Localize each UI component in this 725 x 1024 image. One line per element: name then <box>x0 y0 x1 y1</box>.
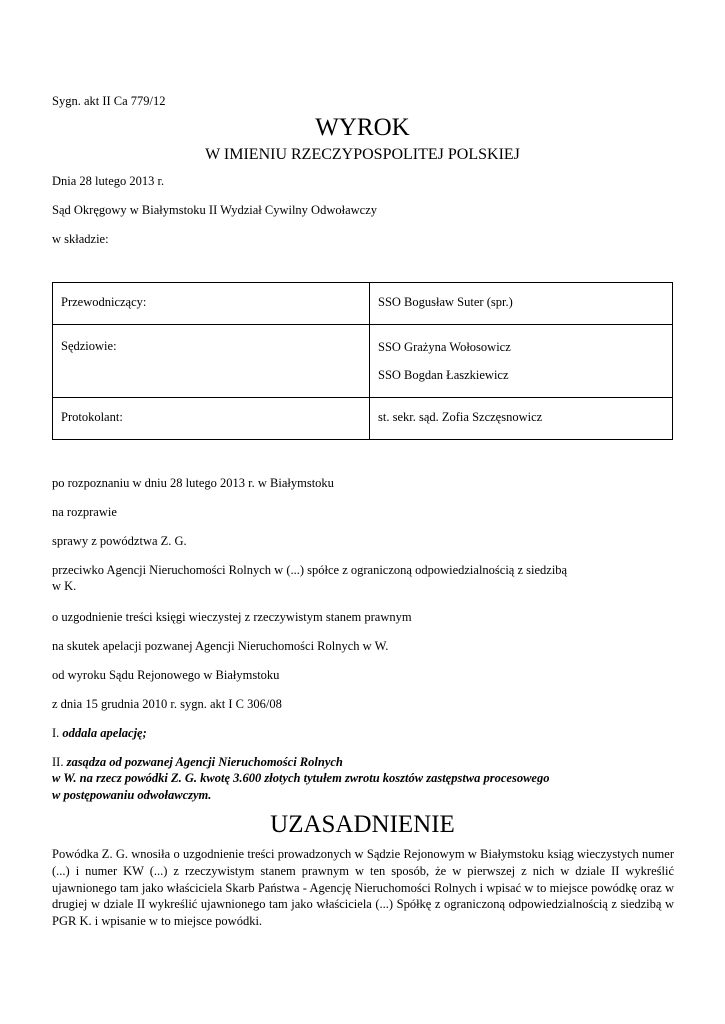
clerk-value: st. sekr. sąd. Zofia Szczęsnowicz <box>370 398 673 440</box>
case-line: na skutek apelacji pozwanej Agencji Nieruchomości Rolnych w W. <box>52 639 389 653</box>
judges-value <box>370 325 673 398</box>
case-line: od wyroku Sądu Rejonowego w Białymstoku <box>52 668 280 682</box>
date-line: Dnia 28 lutego 2013 r. <box>52 174 165 188</box>
ruling-item <box>52 725 147 741</box>
table-row <box>53 325 673 398</box>
justification-title: UZASADNIENIE <box>270 811 455 838</box>
ruling-item <box>52 754 343 770</box>
clerk-label: Protokolant: <box>53 398 370 440</box>
court-name: Sąd Okręgowy w Białymstoku II Wydział Cywilny Odwoławczy <box>52 203 378 217</box>
case-line: o uzgodnienie treści księgi wieczystej z rzeczywistym stanem prawnym <box>52 610 412 624</box>
ruling-text: w postępowaniu odwoławczym. <box>52 788 212 802</box>
ruling-number: II. <box>52 755 64 769</box>
case-line: przeciwko Agencji Nieruchomości Rolnych w (...) spółce z ograniczoną odpowiedzialnością z siedzibą <box>52 563 568 577</box>
case-line: sprawy z powództwa Z. G. <box>52 534 187 548</box>
judge-name: SSO Bogdan Łaszkiewicz <box>378 368 509 382</box>
composition-intro: w składzie: <box>52 232 109 246</box>
chair-value: SSO Bogusław Suter (spr.) <box>370 283 673 325</box>
judge-name: SSO Grażyna Wołosowicz <box>378 340 511 354</box>
composition-table <box>52 282 673 440</box>
case-line: w K. <box>52 579 77 593</box>
case-signature: Sygn. akt II Ca 779/12 <box>52 94 166 108</box>
ruling-number: I. <box>52 726 60 740</box>
case-line: z dnia 15 grudnia 2010 r. sygn. akt I C 306/08 <box>52 697 282 711</box>
ruling-text: w W. na rzecz powódki Z. G. kwotę 3.600 złotych tytułem zwrotu kosztów zastępstwa procesowego <box>52 771 550 785</box>
chair-label: Przewodniczący: <box>53 283 370 325</box>
justification-paragraph: Powódka Z. G. wnosiła o uzgodnienie treści prowadzonych w Sądzie Rejonowym w Białymstoku ksiąg wieczystych numer (...) i numer KW (...) z rzeczywistym stanem prawnym w ten sposób, że w pierwszej z nich w dziale II wykreślić ujawnionego tam jako właściciela Skarb Państwa - Agencję Nieruchomości Rolnych i wpisać w to miejsce powódkę oraz w drugiej w dziale II wykreślić ujawnionego tam jako właściciela (...) Spółkę z ograniczoną odpowiedzialnością z siedzibą w PGR K. i wpisanie w to miejsce powódki. <box>52 847 674 929</box>
case-line: po rozpoznaniu w dniu 28 lutego 2013 r. w Białymstoku <box>52 476 334 490</box>
judges-label: Sędziowie: <box>53 325 370 398</box>
table-row <box>53 283 673 325</box>
table-row <box>53 398 673 440</box>
document-subtitle: W IMIENIU RZECZYPOSPOLITEJ POLSKIEJ <box>205 146 520 163</box>
case-line: na rozprawie <box>52 505 117 519</box>
ruling-text: zasądza od pozwanej Agencji Nieruchomości Rolnych <box>66 755 343 769</box>
document-title: WYROK <box>315 114 410 141</box>
ruling-text: oddala apelację; <box>62 726 147 740</box>
